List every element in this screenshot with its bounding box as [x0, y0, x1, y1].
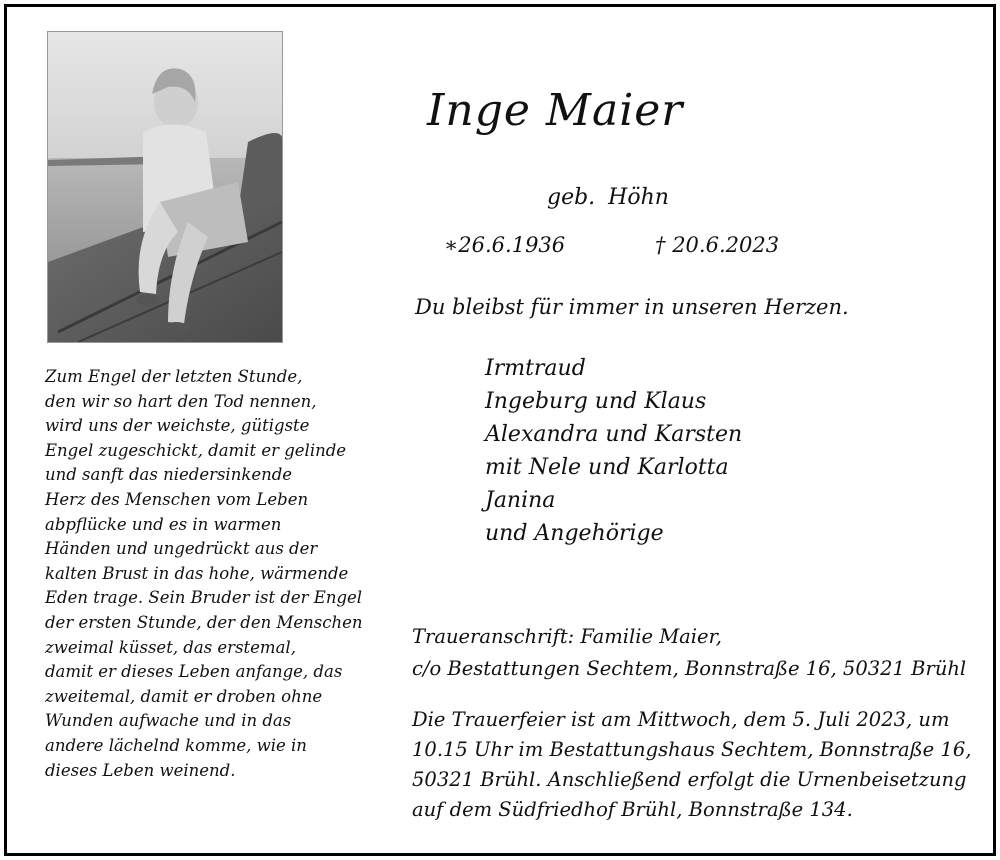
mourning-address	[412, 621, 966, 685]
poem-line: Herz des Menschen vom Leben	[45, 489, 309, 509]
deceased-name: Inge Maier	[427, 85, 684, 136]
poem-line: und sanft das niedersinkende	[45, 465, 293, 485]
poem-line: Wunden aufwache und in das	[45, 711, 292, 731]
birth-star-icon: ∗	[444, 233, 459, 257]
family-member: Ingeburg und Klaus	[485, 389, 707, 414]
family-member: und Angehörige	[485, 521, 664, 546]
death-date: 20.6.2023	[672, 233, 780, 257]
funeral-service-info	[412, 705, 971, 825]
family-member: mit Nele und Karlotta	[485, 455, 729, 480]
poem-line: andere lächelnd komme, wie in	[45, 735, 307, 755]
poem-line: Eden trage. Sein Bruder ist der Engel	[45, 588, 363, 608]
service-line: Die Trauerfeier ist am Mittwoch, dem 5. Juli 2023, um	[412, 708, 950, 731]
portrait-photo	[47, 31, 283, 343]
poem-line: wird uns der weichste, gütigste	[45, 416, 310, 436]
death-date-line	[655, 233, 779, 257]
address-line: Traueranschrift: Familie Maier,	[412, 625, 722, 648]
service-line: auf dem Südfriedhof Brühl, Bonnstraße 134.	[412, 798, 853, 821]
poem-line: zweimal küsset, das erstemal,	[45, 637, 296, 657]
birth-name: geb. Höhn	[547, 185, 669, 210]
poem-line: Zum Engel der letzten Stunde,	[45, 367, 303, 386]
poem-line: den wir so hart den Tod nennen,	[45, 391, 317, 411]
service-line: 10.15 Uhr im Bestattungshaus Sechtem, Bonnstraße 16,	[412, 738, 972, 761]
poem-line: der ersten Stunde, der den Menschen	[45, 612, 363, 632]
poem-line: damit er dieses Leben anfange, das	[45, 662, 343, 682]
poem-line: Engel zugeschickt, damit er gelinde	[45, 440, 347, 460]
service-line: 50321 Brühl. Anschließend erfolgt die Urnenbeisetzung	[412, 768, 967, 791]
birth-date-line	[444, 233, 565, 257]
poem-line: kalten Brust in das hohe, wärmende	[45, 563, 349, 583]
obituary-frame	[4, 4, 996, 856]
birth-date: 26.6.1936	[458, 233, 566, 257]
poem	[45, 365, 385, 783]
family-member: Irmtraud	[485, 356, 586, 381]
address-line: c/o Bestattungen Sechtem, Bonnstraße 16, 50321 Brühl	[412, 657, 967, 680]
portrait-image	[48, 32, 282, 342]
poem-line: zweitemal, damit er droben ohne	[45, 686, 323, 706]
death-cross-icon: †	[655, 233, 666, 257]
motto: Du bleibst für immer in unseren Herzen.	[415, 295, 849, 319]
poem-line: Händen und ungedrückt aus der	[45, 539, 318, 559]
family-list	[485, 352, 742, 550]
poem-line: dieses Leben weinend.	[45, 760, 236, 780]
family-member: Janina	[485, 488, 556, 513]
family-member: Alexandra und Karsten	[485, 422, 743, 447]
poem-line: abpflücke und es in warmen	[45, 514, 282, 534]
